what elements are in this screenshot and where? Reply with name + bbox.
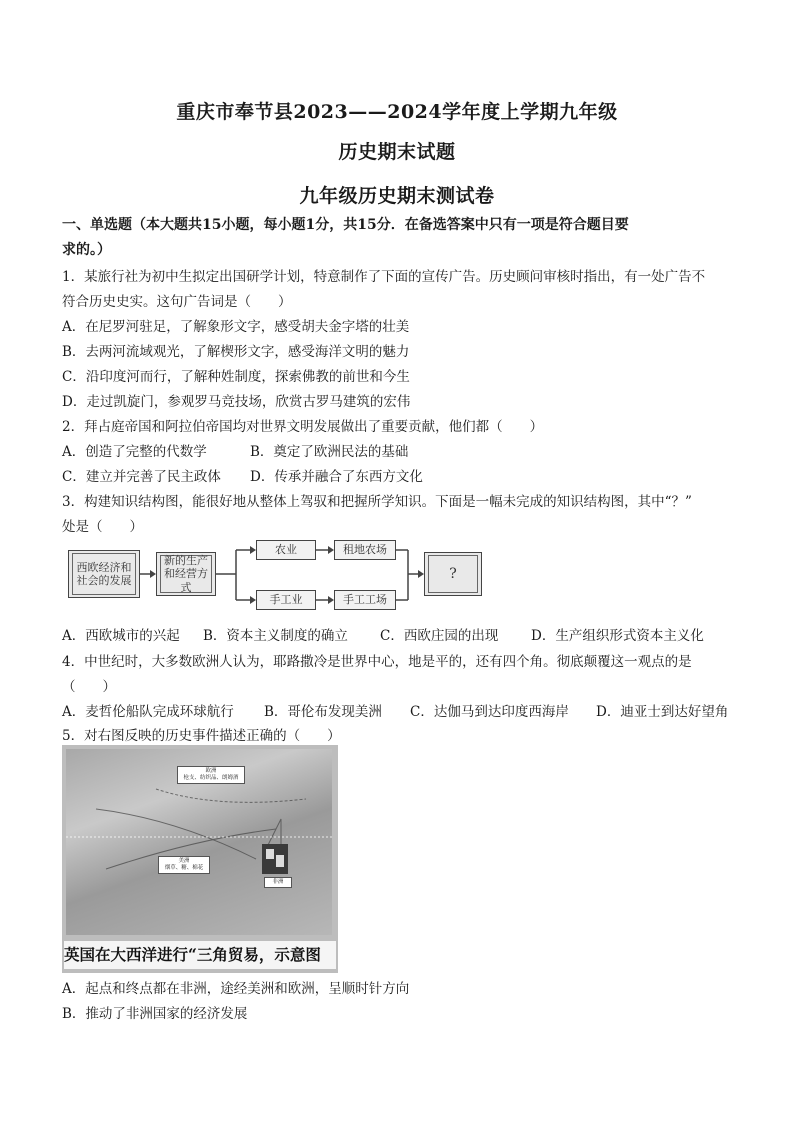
question-2-stem: 2．拜占庭帝国和阿拉伯帝国均对世界文明发展做出了重要贡献，他们都（ ） bbox=[62, 419, 544, 435]
map-label-europe-goods: 枪支、纺织品、朗姆酒 bbox=[183, 775, 239, 782]
box-western-europe-development-label: 西欧经济和社会的发展 bbox=[72, 553, 136, 595]
exam-title-line2: 历史期末试题 bbox=[338, 141, 456, 163]
question-1-option-b: B．去两河流域观光，了解楔形文字，感受海洋文明的魅力 bbox=[62, 344, 410, 360]
question-4-option-c: C．达伽马到达印度西海岸 bbox=[410, 704, 569, 720]
question-2-option-d: D．传承并融合了东西方文化 bbox=[250, 469, 423, 485]
exam-title-line3: 九年级历史期末测试卷 bbox=[299, 185, 495, 207]
question-1-option-d: D．走过凯旋门，参观罗马竞技场，欣赏古罗马建筑的宏伟 bbox=[62, 394, 411, 410]
section-heading: 一、单选题（本大题共15小题，每小题1分，共15分．在备选答案中只有一项是符合题目要 bbox=[62, 217, 629, 233]
map-label-europe-title: 欧洲 bbox=[205, 768, 217, 774]
question-5-option-a: A．起点和终点都在非洲，途经美洲和欧洲，呈顺时针方向 bbox=[62, 981, 410, 997]
question-5-option-b: B．推动了非洲国家的经济发展 bbox=[62, 1006, 248, 1022]
box-new-production-mode-label: 新的生产和经营方式 bbox=[160, 555, 212, 593]
map-label-europe bbox=[177, 766, 245, 784]
knowledge-structure-diagram bbox=[66, 540, 486, 616]
box-leased-farm: 租地农场 bbox=[334, 540, 396, 560]
box-agriculture: 农业 bbox=[256, 540, 316, 560]
map-caption: 英国在大西洋进行“三角贸易，示意图 bbox=[64, 941, 336, 969]
question-4-stem: 4．中世纪时，大多数欧洲人认为，耶路撒冷是世界中心，地是平的，还有四个角。彻底颠覆这一观点的是 bbox=[62, 654, 692, 670]
box-workshop: 手工工场 bbox=[334, 590, 396, 610]
box-new-production-mode bbox=[156, 552, 216, 596]
map-label-africa: 非洲 bbox=[264, 877, 292, 888]
question-3-option-b: B．资本主义制度的确立 bbox=[203, 628, 348, 644]
triangle-trade-map-area bbox=[66, 749, 332, 935]
question-3-stem: 3．构建知识结构图，能很好地从整体上驾驭和把握所学知识。下面是一幅未完成的知识结构图，其中“？” bbox=[62, 494, 692, 510]
box-unknown-label: ? bbox=[428, 555, 478, 593]
question-1-option-c: C．沿印度河而行，了解种姓制度，探索佛教的前世和今生 bbox=[62, 369, 410, 385]
question-1-option-a: A．在尼罗河驻足，了解象形文字，感受胡夫金字塔的壮美 bbox=[62, 319, 410, 335]
question-4-stem-cont: （ ） bbox=[62, 679, 116, 695]
question-4-option-a: A．麦哲伦船队完成环球航行 bbox=[62, 704, 234, 720]
question-3-option-d: D．生产组织形式资本主义化 bbox=[531, 628, 704, 644]
question-3-option-c: C．西欧庄园的出现 bbox=[380, 628, 499, 644]
box-unknown bbox=[424, 552, 482, 596]
question-4-option-d: D．迪亚士到达好望角 bbox=[596, 704, 729, 720]
question-1-stem-cont: 符合历史史实。这句广告词是（ ） bbox=[62, 294, 292, 310]
question-3-option-a: A．西欧城市的兴起 bbox=[62, 628, 180, 644]
map-label-america bbox=[158, 856, 210, 874]
question-5-stem: 5．对右图反映的历史事件描述正确的（ ） bbox=[62, 728, 341, 744]
question-3-stem-cont: 处是（ ） bbox=[62, 519, 143, 535]
box-handicraft: 手工业 bbox=[256, 590, 316, 610]
question-2-option-a: A．创造了完整的代数学 bbox=[62, 444, 207, 460]
question-4-option-b: B．哥伦布发现美洲 bbox=[264, 704, 382, 720]
question-1-stem: 1．某旅行社为初中生拟定出国研学计划，特意制作了下面的宣传广告。历史顾问审核时指出，有一处广告不 bbox=[62, 269, 706, 285]
map-label-america-goods: 烟草、糖、棉花 bbox=[164, 865, 204, 872]
question-2-option-b: B．奠定了欧洲民法的基础 bbox=[250, 444, 409, 460]
triangle-trade-map bbox=[62, 745, 338, 973]
map-label-america-title: 美洲 bbox=[178, 858, 190, 864]
question-2-option-c: C．建立并完善了民主政体 bbox=[62, 469, 221, 485]
box-western-europe-development bbox=[68, 550, 140, 598]
exam-title-line1: 重庆市奉节县2023——2024学年度上学期九年级 bbox=[176, 101, 618, 123]
section-heading-cont: 求的。） bbox=[62, 242, 111, 258]
